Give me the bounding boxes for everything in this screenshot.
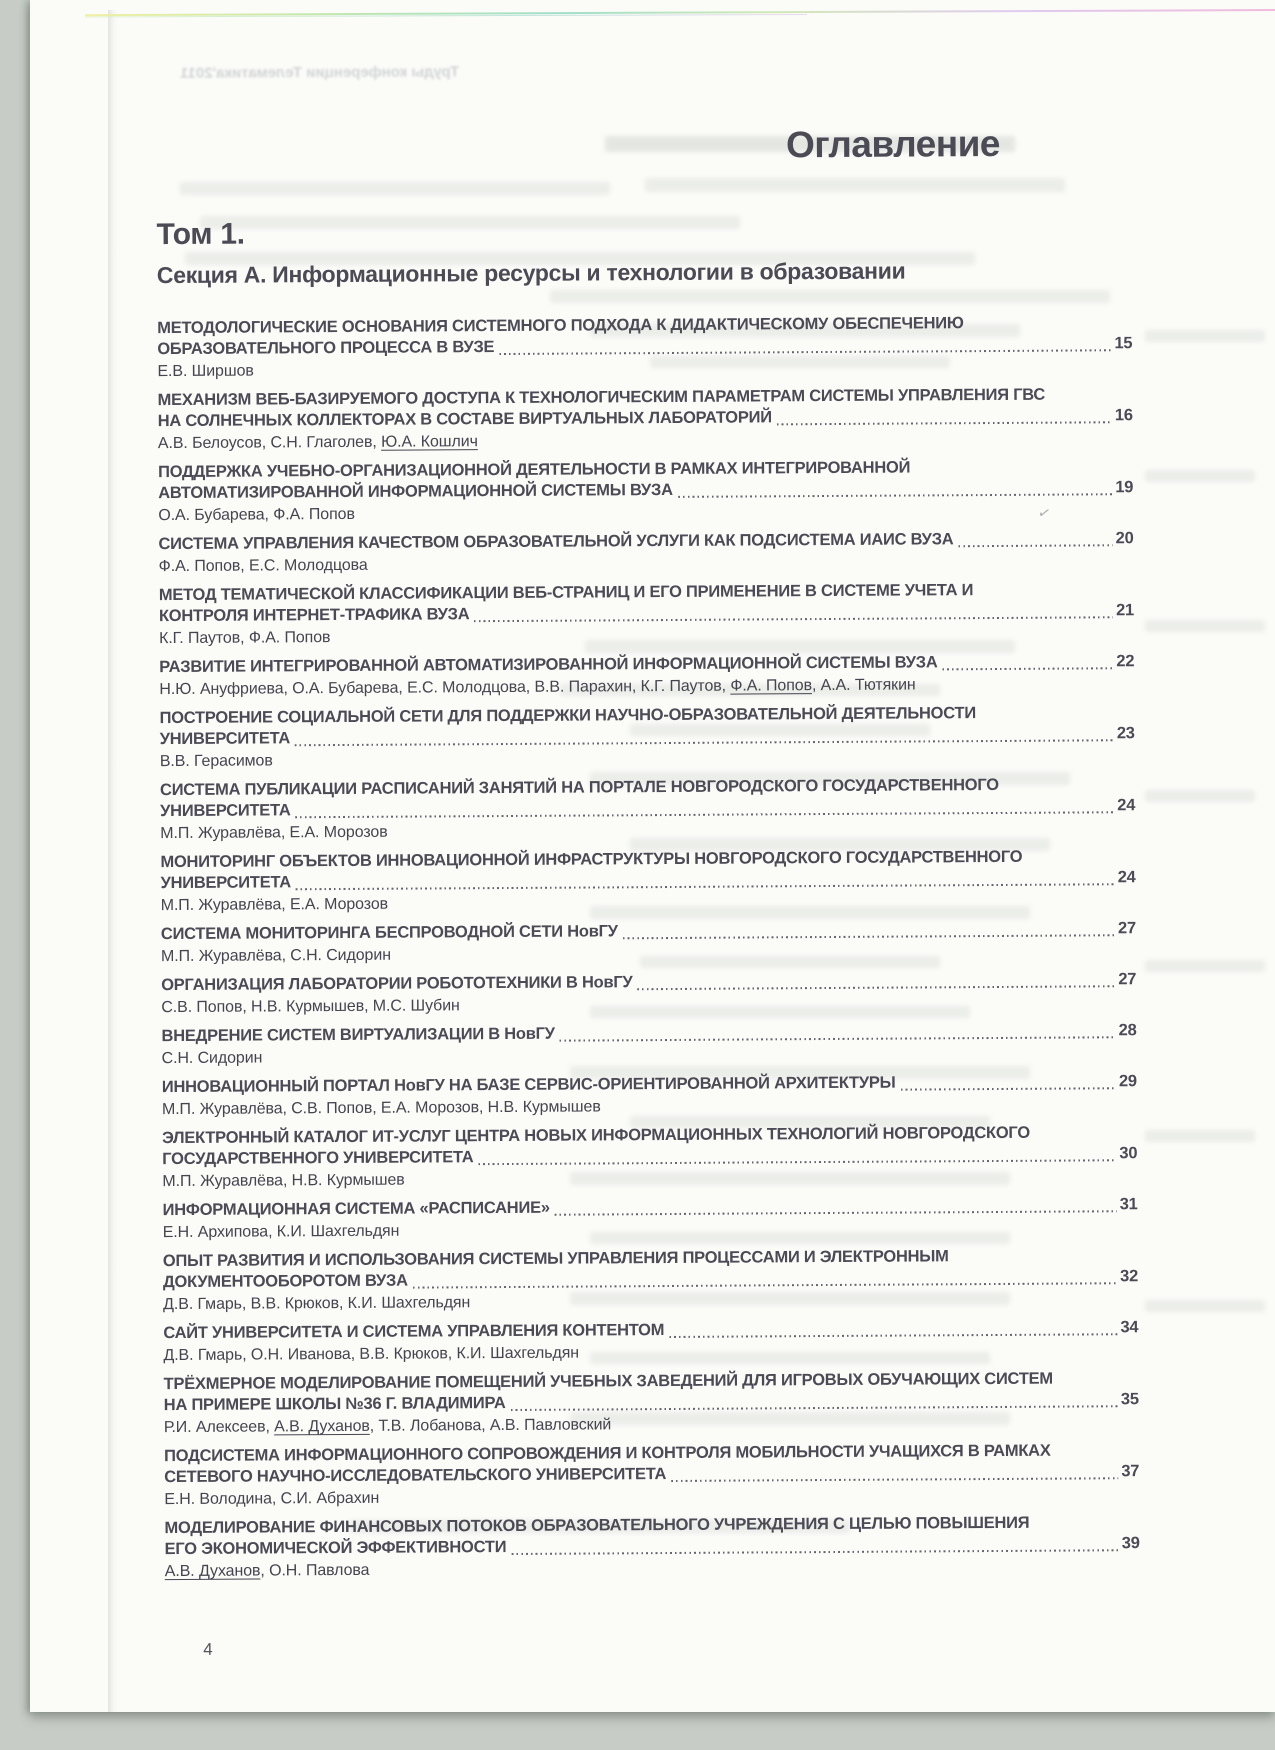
entry-page-number: 23 — [1116, 724, 1135, 743]
author-name: Р.И. Алексеев, — [163, 1418, 275, 1437]
author-name: В.В. Герасимов — [159, 752, 273, 771]
author-name: А.В. Белоусов, С.Н. Глаголев, — [157, 433, 382, 453]
entry-title-line: ПОСТРОЕНИЕ СОЦИАЛЬНОЙ СЕТИ ДЛЯ ПОДДЕРЖКИ НАУЧНО-ОБРАЗОВАТЕЛЬНОЙ ДЕЯТЕЛЬНОСТИ — [159, 704, 976, 728]
dot-leader — [671, 1477, 1118, 1482]
entry-title — [160, 846, 1135, 894]
dot-leader — [413, 1282, 1117, 1289]
entry-page-number: 31 — [1119, 1195, 1138, 1214]
scanned-page — [30, 0, 1275, 1712]
dot-leader — [623, 934, 1115, 939]
entry-title-line: СИСТЕМА МОНИТОРИНГА БЕСПРОВОДНОЙ СЕТИ НовГУ — [160, 922, 618, 944]
entry-title-line: САЙТ УНИВЕРСИТЕТА И СИСТЕМА УПРАВЛЕНИЯ КОНТЕНТОМ — [163, 1321, 665, 1343]
author-name-underlined: Ю.А. Кошлич — [381, 433, 478, 451]
dot-leader — [560, 1036, 1116, 1042]
author-name: С.Н. Сидорин — [161, 1049, 263, 1068]
entry-page-number: 29 — [1118, 1072, 1137, 1091]
entry-title — [159, 579, 1134, 627]
entry-title-line: КОНТРОЛЯ ИНТЕРНЕТ-ТРАФИКА ВУЗА — [158, 605, 470, 626]
entry-title-line: ОПЫТ РАЗВИТИЯ И ИСПОЛЬЗОВАНИЯ СИСТЕМЫ УПРАВЛЕНИЯ ПРОЦЕССАМИ И ЭЛЕКТРОННЫМ — [162, 1247, 949, 1271]
toc-entry — [163, 1317, 1138, 1366]
dot-leader — [943, 667, 1114, 670]
entry-title-line: УНИВЕРСИТЕТА — [159, 729, 291, 749]
entry-title — [164, 1440, 1139, 1488]
entry-page-number: 27 — [1117, 919, 1136, 938]
entry-title-line: СИСТЕМА ПУБЛИКАЦИИ РАСПИСАНИЙ ЗАНЯТИЙ НА ПОРТАЛЕ НОВГОРОДСКОГО ГОСУДАРСТВЕННОГО — [159, 775, 999, 800]
entry-page-number: 24 — [1117, 868, 1136, 887]
dot-leader — [901, 1087, 1116, 1091]
author-name: М.П. Журавлёва, С.В. Попов, Е.А. Морозов, Н.В. Курмышев — [161, 1098, 601, 1119]
entry-title — [162, 1122, 1137, 1170]
entry-title-line: ОБРАЗОВАТЕЛЬНОГО ПРОЦЕССА В ВУЗЕ — [157, 338, 495, 359]
toc-entry — [160, 846, 1135, 916]
entry-page-number: 15 — [1114, 334, 1133, 353]
entry-title-line: НА ПРИМЕРЕ ШКОЛЫ №36 Г. ВЛАДИМИРА — [163, 1394, 506, 1415]
entry-title-line: НА СОЛНЕЧНЫХ КОЛЛЕКТОРАХ В СОСТАВЕ ВИРТУАЛЬНЫХ ЛАБОРАТОРИЙ — [157, 408, 772, 431]
toc-entry — [161, 918, 1136, 967]
entry-page-number: 27 — [1118, 970, 1137, 989]
folio-page-number: 4 — [203, 1639, 213, 1659]
toc-entry — [164, 1512, 1139, 1582]
entry-title-line: СИСТЕМА УПРАВЛЕНИЯ КАЧЕСТВОМ ОБРАЗОВАТЕЛЬНОЙ УСЛУГИ КАК ПОДСИСТЕМА ИАИС ВУЗА — [158, 530, 954, 554]
page-title: Оглавление — [785, 122, 1001, 166]
toc-content — [153, 0, 1173, 1712]
entry-title-line: ЕГО ЭКОНОМИЧЕСКОЙ ЭФФЕКТИВНОСТИ — [164, 1537, 507, 1559]
entry-title-line: ОРГАНИЗАЦИЯ ЛАБОРАТОРИИ РОБОТОТЕХНИКИ В НовГУ — [161, 973, 633, 995]
dot-leader — [678, 493, 1113, 498]
entry-page-number: 21 — [1115, 601, 1134, 620]
entry-title — [160, 774, 1135, 822]
pencil-mark: ✓ — [1036, 503, 1053, 524]
toc-entry — [162, 1071, 1137, 1120]
entry-title-line: ПОДСИСТЕМА ИНФОРМАЦИОННОГО СОПРОВОЖДЕНИЯ И КОНТРОЛЯ МОБИЛЬНОСТИ УЧАЩИХСЯ В РАМКАХ — [164, 1441, 1051, 1466]
author-name: Е.Н. Володина, С.И. Абрахин — [164, 1489, 380, 1509]
entry-title-line: МОДЕЛИРОВАНИЕ ФИНАНСОВЫХ ПОТОКОВ ОБРАЗОВАТЕЛЬНОГО УЧРЕЖДЕНИЯ С ЦЕЛЬЮ ПОВЫШЕНИЯ — [164, 1513, 1030, 1538]
toc-entry — [157, 312, 1132, 382]
toc-entry — [158, 456, 1133, 526]
entry-title-line: ГОСУДАРСТВЕННОГО УНИВЕРСИТЕТА — [162, 1148, 474, 1169]
author-name: М.П. Журавлёва, Е.А. Морозов — [160, 823, 388, 843]
entry-title-line: СЕТЕВОГО НАУЧНО-ИССЛЕДОВАТЕЛЬСКОГО УНИВЕРСИТЕТА — [164, 1465, 667, 1487]
entry-title-line: ВНЕДРЕНИЕ СИСТЕМ ВИРТУАЛИЗАЦИИ В НовГУ — [161, 1024, 555, 1046]
toc-entry — [161, 1020, 1136, 1069]
entry-title-line: УНИВЕРСИТЕТА — [160, 873, 291, 893]
entry-title-line: МЕХАНИЗМ ВЕБ-БАЗИРУЕМОГО ДОСТУПА К ТЕХНОЛОГИЧЕСКИМ ПАРАМЕТРАМ СИСТЕМЫ УПРАВЛЕНИЯ ГВС — [157, 385, 1046, 410]
author-name: М.П. Журавлёва, С.Н. Сидорин — [160, 946, 391, 966]
author-name: Ф.А. Попов, Е.С. Молодцова — [158, 556, 368, 576]
entry-title-line: ИНФОРМАЦИОННАЯ СИСТЕМА «РАСПИСАНИЕ» — [162, 1198, 550, 1220]
toc-entry — [159, 702, 1134, 772]
entry-page-number: 37 — [1121, 1462, 1140, 1481]
dot-leader — [510, 1405, 1117, 1411]
entry-page-number: 20 — [1115, 529, 1134, 548]
toc-entry — [163, 1245, 1138, 1315]
author-name: О.А. Бубарева, Ф.А. Попов — [158, 505, 355, 525]
toc-list — [157, 312, 1140, 1582]
entry-title-line: МОНИТОРИНГ ОБЪЕКТОВ ИННОВАЦИОННОЙ ИНФРАСТРУКТУРЫ НОВГОРОДСКОГО ГОСУДАРСТВЕННОГО — [160, 847, 1023, 872]
author-name: Д.В. Гмарь, В.В. Крюков, К.И. Шахгельдян — [163, 1294, 471, 1314]
entry-title — [157, 312, 1132, 360]
entry-page-number: 34 — [1120, 1318, 1139, 1337]
toc-entry — [162, 1122, 1137, 1192]
toc-entry — [161, 969, 1136, 1018]
author-name-underlined: А.В. Духанов — [164, 1562, 261, 1581]
dot-leader — [555, 1210, 1117, 1216]
toc-entry — [158, 384, 1133, 454]
entry-title-line: ПОДДЕРЖКА УЧЕБНО-ОРГАНИЗАЦИОННОЙ ДЕЯТЕЛЬНОСТИ В РАМКАХ ИНТЕГРИРОВАННОЙ — [157, 458, 911, 482]
section-heading: Секция А. Информационные ресурсы и технологии в образовании — [156, 257, 906, 289]
author-name: Д.В. Гмарь, О.Н. Иванова, В.В. Крюков, К.И. Шахгельдян — [163, 1344, 580, 1365]
entry-title-line: ИННОВАЦИОННЫЙ ПОРТАЛ НовГУ НА БАЗЕ СЕРВИС-ОРИЕНТИРОВАННОЙ АРХИТЕКТУРЫ — [161, 1073, 896, 1097]
toc-entry — [158, 528, 1133, 577]
dot-leader — [958, 544, 1112, 547]
entry-title-line: ЭЛЕКТРОННЫЙ КАТАЛОГ ИТ-УСЛУГ ЦЕНТРА НОВЫХ ИНФОРМАЦИОННЫХ ТЕХНОЛОГИЙ НОВГОРОДСКОГО — [162, 1123, 1030, 1148]
author-name: М.П. Журавлёва, Н.В. Курмышев — [162, 1171, 405, 1191]
dot-leader — [777, 421, 1112, 425]
dot-leader — [478, 1159, 1116, 1165]
entry-page-number: 16 — [1114, 406, 1133, 425]
entry-page-number: 30 — [1119, 1144, 1138, 1163]
entry-title — [164, 1512, 1139, 1560]
author-name: К.Г. Паутов, Ф.А. Попов — [159, 629, 331, 648]
author-name: , А.А. Тютякин — [811, 676, 916, 695]
toc-entry — [164, 1440, 1139, 1510]
entry-page-number: 28 — [1118, 1021, 1137, 1040]
entry-title-line: МЕТОД ТЕМАТИЧЕСКОЙ КЛАССИФИКАЦИИ ВЕБ-СТРАНИЦ И ЕГО ПРИМЕНЕНИЕ В СИСТЕМЕ УЧЕТА И — [158, 581, 974, 605]
entry-title — [163, 1245, 1138, 1293]
bleedthrough-running-head: Труды конференции Телематика'2011 — [179, 63, 460, 82]
author-name-underlined: Ф.А. Попов — [730, 677, 813, 695]
author-name: С.В. Попов, Н.В. Курмышев, М.С. Шубин — [161, 997, 460, 1017]
entry-page-number: 22 — [1116, 652, 1135, 671]
author-name: Е.Н. Архипова, К.И. Шахгельдян — [162, 1222, 400, 1242]
author-name: , Т.В. Лобанова, А.В. Павловский — [369, 1416, 612, 1435]
volume-heading: Том 1. — [156, 217, 245, 252]
entry-page-number: 35 — [1120, 1390, 1139, 1409]
entry-page-number: 24 — [1117, 796, 1136, 815]
dot-leader — [511, 1549, 1118, 1555]
author-name: М.П. Журавлёва, Е.А. Морозов — [160, 895, 389, 915]
entry-title — [158, 384, 1133, 432]
entry-title — [158, 456, 1133, 504]
entry-title — [159, 702, 1134, 750]
entry-title-line: АВТОМАТИЗИРОВАННОЙ ИНФОРМАЦИОННОЙ СИСТЕМЫ ВУЗА — [158, 480, 673, 503]
toc-entry — [164, 1368, 1139, 1438]
entry-page-number: 32 — [1120, 1267, 1139, 1286]
entry-title — [164, 1368, 1139, 1416]
author-name-underlined: А.В. Духанов — [274, 1417, 370, 1436]
author-name: Е.В. Ширшов — [157, 362, 254, 381]
entry-page-number: 39 — [1121, 1534, 1140, 1553]
entry-title-line: ДОКУМЕНТООБОРОТОМ ВУЗА — [162, 1271, 408, 1292]
entry-title-line: МЕТОДОЛОГИЧЕСКИЕ ОСНОВАНИЯ СИСТЕМНОГО ПОДХОДА К ДИДАКТИЧЕСКОМУ ОБЕСПЕЧЕНИЮ — [157, 314, 964, 338]
dot-leader — [474, 616, 1113, 622]
dot-leader — [638, 985, 1116, 990]
author-name: , О.Н. Павлова — [260, 1561, 370, 1580]
toc-entry — [159, 579, 1134, 649]
entry-title-line: РАЗВИТИЕ ИНТЕГРИРОВАННОЙ АВТОМАТИЗИРОВАННОЙ ИНФОРМАЦИОННОЙ СИСТЕМЫ ВУЗА — [159, 653, 938, 677]
entry-page-number: 19 — [1115, 478, 1134, 497]
author-name: Н.Ю. Ануфриева, О.А. Бубарева, Е.С. Молодцова, В.В. Парахин, К.Г. Паутов, — [159, 677, 731, 699]
entry-title-line: УНИВЕРСИТЕТА — [160, 801, 291, 821]
dot-leader — [669, 1333, 1117, 1338]
toc-entry — [159, 651, 1134, 700]
dot-leader — [499, 349, 1111, 355]
entry-title-line: ТРЁХМЕРНОЕ МОДЕЛИРОВАНИЕ ПОМЕЩЕНИЙ УЧЕБНЫХ ЗАВЕДЕНИЙ ДЛЯ ИГРОВЫХ ОБУЧАЮЩИХ СИСТЕМ — [163, 1369, 1053, 1394]
toc-entry — [160, 774, 1135, 844]
toc-entry — [162, 1194, 1137, 1243]
